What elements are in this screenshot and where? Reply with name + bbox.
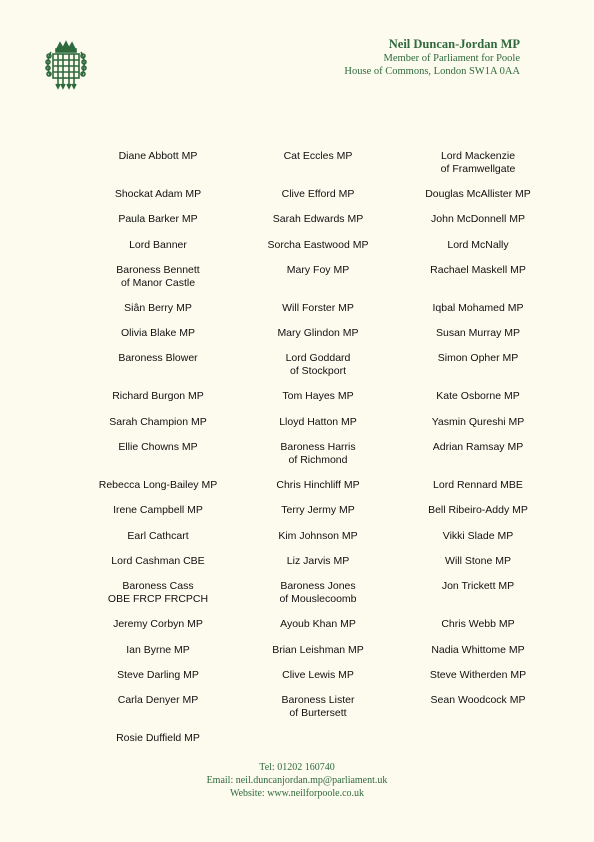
- signatory-name: Sarah Champion MP: [109, 415, 207, 428]
- signatory-name: Baroness Cass OBE FRCP FRCPCH: [107, 580, 209, 606]
- signatory-name: Carla Denyer MP: [117, 694, 199, 707]
- signatory-name: Will Forster MP: [282, 301, 354, 314]
- signatory-name: Bell Ribeiro-Addy MP: [428, 504, 528, 517]
- signatories-column-2: [238, 150, 398, 757]
- signatory-name: Ellie Chowns MP: [118, 441, 198, 454]
- signatory-name: Rachael Maskell MP: [430, 263, 526, 276]
- signatory-name: Olivia Blake MP: [120, 327, 196, 340]
- signatory-name: Douglas McAllister MP: [425, 188, 531, 200]
- signatories-grid: [78, 150, 558, 757]
- signatory-name: Clive Efford MP: [281, 188, 355, 200]
- signatory-name: Baroness Harris of Richmond: [280, 441, 356, 467]
- footer-tel: Tel: 01202 160740: [259, 762, 335, 773]
- signatory-name: Susan Murray MP: [435, 327, 521, 340]
- signatory-name: Nadia Whittome MP: [431, 643, 525, 656]
- signatory-name: Chris Hinchliff MP: [276, 479, 360, 492]
- signatory-name: Sean Woodcock MP: [430, 694, 526, 707]
- signatory-name: Diane Abbott MP: [118, 150, 198, 162]
- signatory-name: [238, 732, 398, 757]
- signatory-name: Rosie Duffield MP: [116, 732, 200, 745]
- signatory-name: Jeremy Corbyn MP: [113, 618, 203, 631]
- signatory-name: Mary Foy MP: [286, 263, 350, 276]
- signatory-name: John McDonnell MP: [431, 213, 525, 226]
- signatory-name: Ian Byrne MP: [126, 643, 190, 656]
- signatory-name: Iqbal Mohamed MP: [432, 301, 524, 314]
- signatory-name: Baroness Lister of Burtersett: [281, 694, 355, 720]
- signatory-name: Brian Leishman MP: [272, 643, 364, 656]
- letterhead: [344, 37, 520, 78]
- signatory-name: Steve Witherden MP: [429, 668, 527, 681]
- signatory-name: [398, 732, 558, 757]
- mp-role: Member of Parliament for Poole: [383, 53, 520, 64]
- signatory-name: Steve Darling MP: [117, 668, 199, 681]
- signatory-name: Kim Johnson MP: [278, 529, 358, 542]
- signatory-name: Lord Rennard MBE: [433, 479, 523, 492]
- footer-contact: [0, 761, 594, 800]
- signatory-name: Lord Banner: [129, 238, 187, 251]
- signatory-name: Chris Webb MP: [441, 618, 515, 631]
- signatories-column-3: [398, 150, 558, 757]
- footer-email: Email: neil.duncanjordan.mp@parliament.uk: [206, 775, 388, 786]
- signatory-name: Yasmin Qureshi MP: [431, 415, 525, 428]
- signatory-name: Clive Lewis MP: [282, 668, 354, 681]
- signatory-name: Richard Burgon MP: [112, 390, 204, 403]
- signatory-name: Will Stone MP: [445, 554, 511, 567]
- signatory-name: Lord Cashman CBE: [111, 554, 205, 567]
- signatories-column-1: [78, 150, 238, 757]
- signatory-name: Baroness Jones of Mouslecoomb: [279, 580, 357, 606]
- signatory-name: Baroness Bennett of Manor Castle: [116, 263, 200, 289]
- signatory-name: Earl Cathcart: [127, 529, 189, 542]
- mp-address: House of Commons, London SW1A 0AA: [344, 66, 520, 77]
- signatory-name: Cat Eccles MP: [283, 150, 353, 162]
- signatory-name: Lord Goddard of Stockport: [285, 352, 351, 378]
- signatory-name: Tom Hayes MP: [282, 390, 354, 403]
- mp-name: Neil Duncan-Jordan MP: [388, 37, 520, 51]
- signatory-name: Vikki Slade MP: [442, 529, 514, 542]
- signatory-name: Paula Barker MP: [118, 213, 198, 226]
- signatory-name: Mary Glindon MP: [277, 327, 359, 340]
- signatory-name: Jon Trickett MP: [441, 580, 515, 593]
- signatory-name: Baroness Blower: [118, 352, 198, 365]
- portcullis-icon: [44, 40, 88, 92]
- signatory-name: Sarah Edwards MP: [272, 213, 364, 226]
- signatory-name: Lloyd Hatton MP: [279, 415, 357, 428]
- signatory-name: Siân Berry MP: [124, 301, 192, 314]
- signatory-name: Irene Campbell MP: [113, 504, 203, 517]
- signatory-name: Adrian Ramsay MP: [432, 441, 524, 454]
- signatory-name: Simon Opher MP: [437, 352, 519, 365]
- signatory-name: Lord Mackenzie of Framwellgate: [440, 150, 516, 175]
- signatory-name: Liz Jarvis MP: [286, 554, 350, 567]
- signatory-name: Sorcha Eastwood MP: [267, 238, 369, 251]
- signatory-name: Ayoub Khan MP: [280, 618, 356, 631]
- signatory-name: Shockat Adam MP: [114, 188, 202, 200]
- signatory-name: Lord McNally: [447, 238, 509, 251]
- signatory-name: Terry Jermy MP: [281, 504, 355, 517]
- signatory-name: Rebecca Long-Bailey MP: [98, 479, 218, 492]
- footer-website: Website: www.neilforpoole.co.uk: [229, 788, 365, 799]
- signatory-name: Kate Osborne MP: [436, 390, 520, 403]
